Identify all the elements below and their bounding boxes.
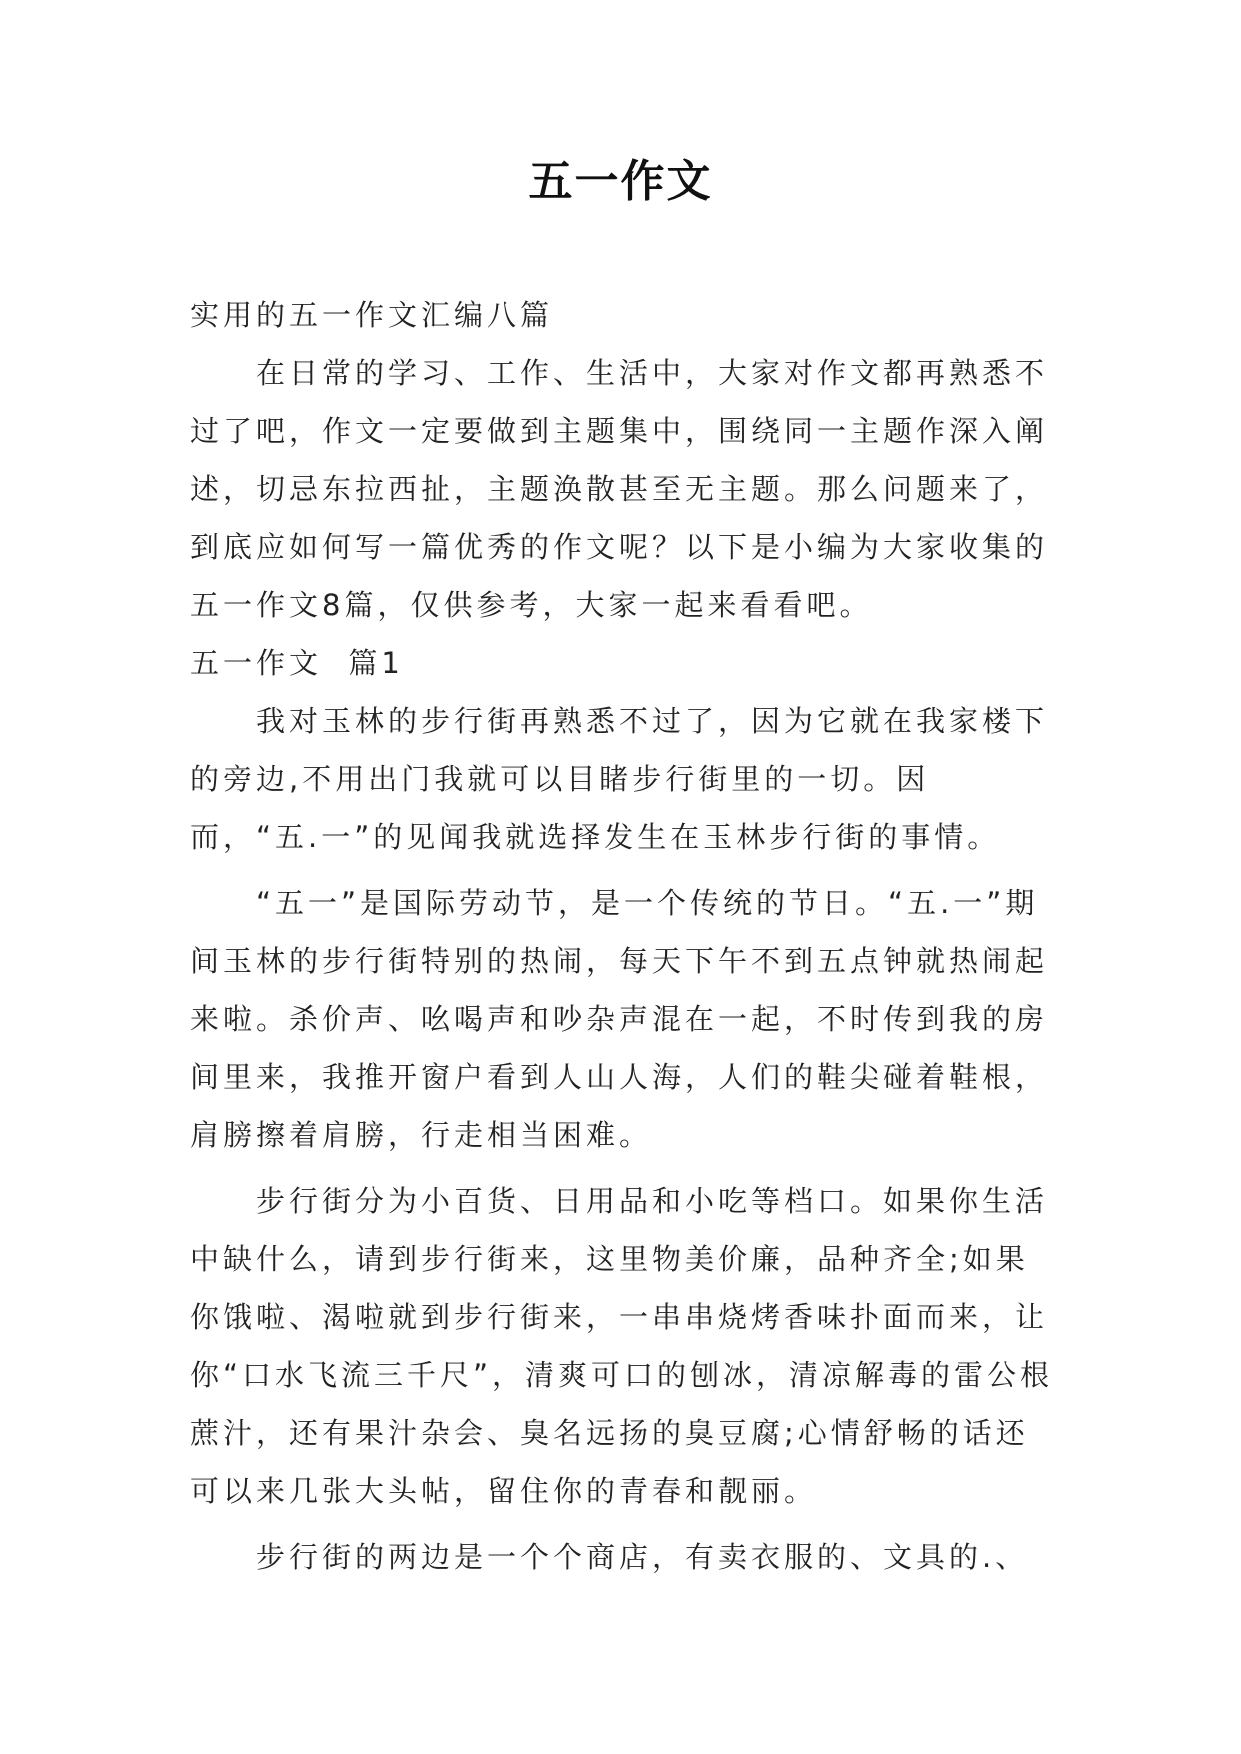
section-heading: 五一作文 篇1 [190,646,404,680]
paragraph: “五一”是国际劳动节，是一个传统的节日。“五.一”期间玉林的步行街特别的热闹，每天下午不到五点钟就热闹起来啦。杀价声、吆喝声和吵杂声混在一起，不时传到我的房间里来，我推开窗户看到人山人海，人们的鞋尖碰着鞋根，肩膀擦着肩膀，行走相当困难。 [190,886,1049,1152]
paragraph: 步行街分为小百货、日用品和小吃等档口。如果你生活中缺什么，请到步行街来，这里物美价廉，品种齐全;如果你饿啦、渴啦就到步行街来，一串串烧烤香味扑面而来，让你“口水飞流三千尺”，清爽可口的刨冰，清凉解毒的雷公根蔗汁，还有果汁杂会、臭名远扬的臭豆腐;心情舒畅的话还可以来几张大头帖，留住你的青春和靓丽。 [190,1184,1054,1508]
intro-heading: 实用的五一作文汇编八篇 [190,298,554,332]
paragraph: 步行街的两边是一个个商店，有卖衣服的、文具的.、 [256,1540,1029,1574]
document-body [190,286,1054,1586]
intro-paragraph: 在日常的学习、工作、生活中，大家对作文都再熟悉不过了吧，作文一定要做到主题集中，围绕同一主题作深入阐述，切忌东拉西扯，主题涣散甚至无主题。那么问题来了，到底应如何写一篇优秀的作文呢？以下是小编为大家收集的五一作文8篇，仅供参考，大家一起来看看吧。 [190,356,1049,622]
paragraph: 我对玉林的步行街再熟悉不过了，因为它就在我家楼下的旁边,不用出门我就可以目睹步行街里的一切。因而，“五.一”的见闻我就选择发生在玉林步行街的事情。 [190,704,1049,854]
document-title: 五一作文 [528,156,713,207]
